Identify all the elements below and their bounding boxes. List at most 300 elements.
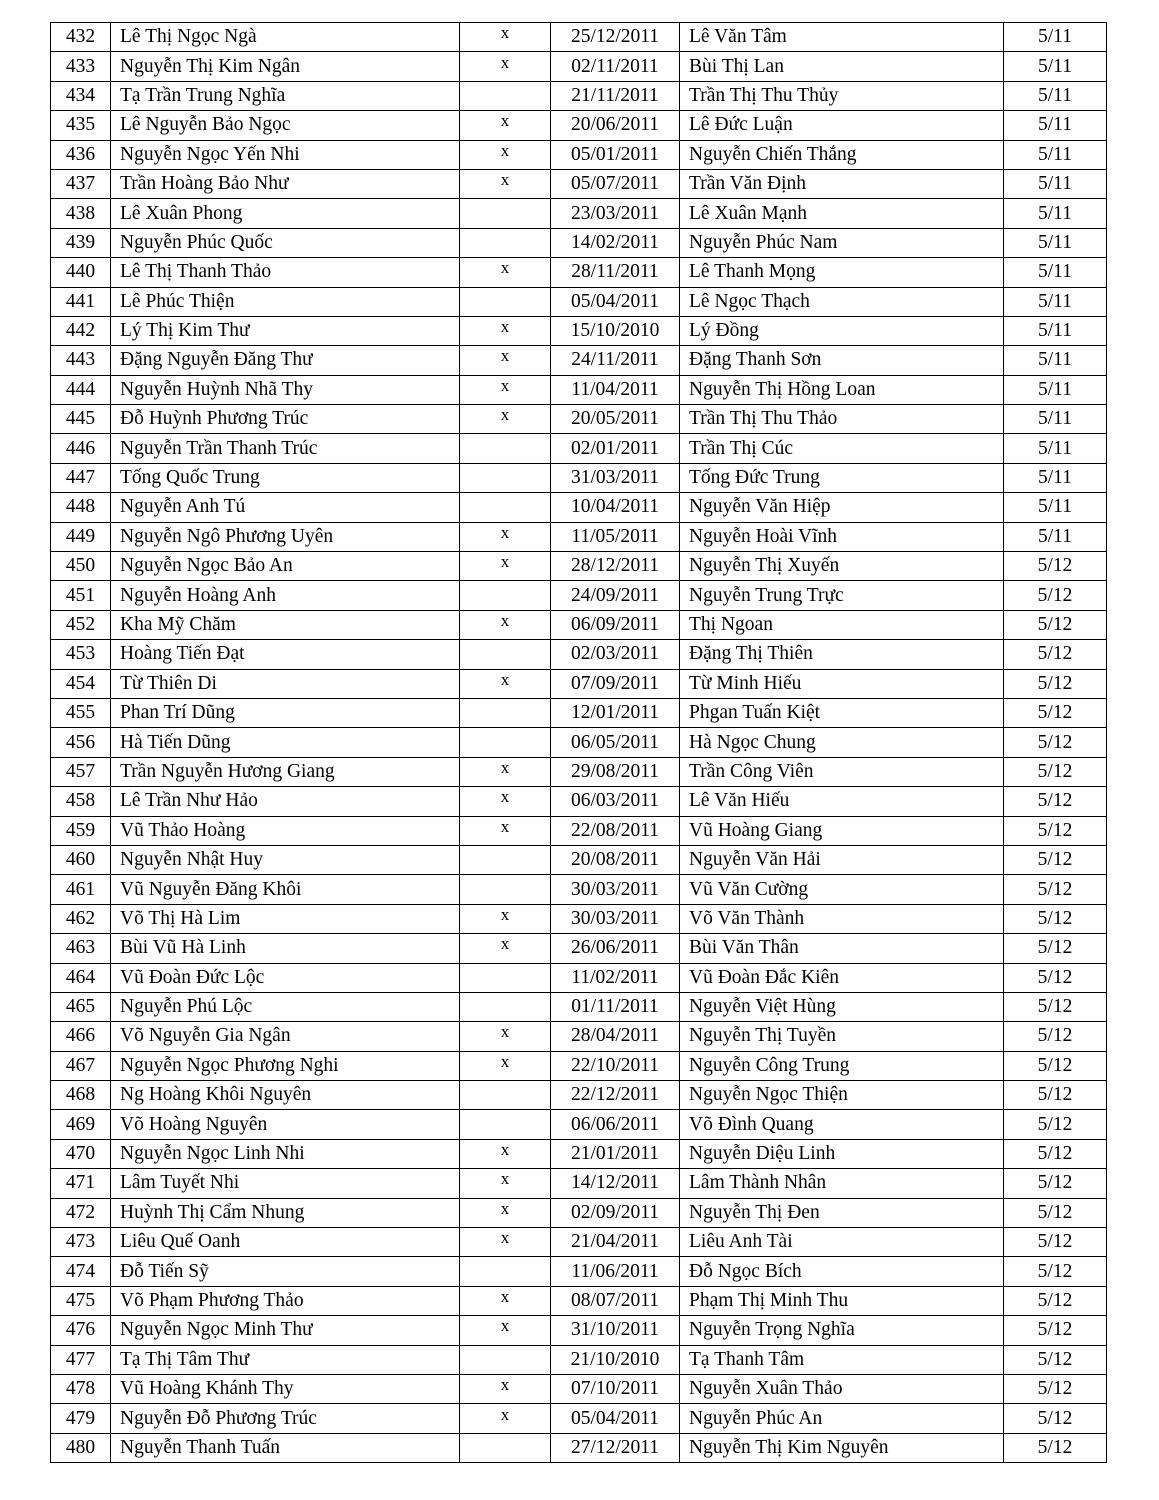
row-number-cell: 468 [51, 1081, 111, 1110]
female-mark-cell [460, 346, 551, 375]
birth-date-cell: 06/06/2011 [551, 1110, 680, 1139]
class-cell: 5/11 [1004, 199, 1107, 228]
student-name-cell: Liêu Quế Oanh [111, 1228, 460, 1257]
student-name-cell: Đỗ Huỳnh Phương Trúc [111, 405, 460, 434]
class-cell: 5/12 [1004, 1345, 1107, 1374]
class-cell: 5/11 [1004, 111, 1107, 140]
female-mark-cell [460, 1051, 551, 1080]
birth-date-cell: 25/12/2011 [551, 23, 680, 52]
row-number-cell: 436 [51, 140, 111, 169]
birth-date-cell: 05/04/2011 [551, 1404, 680, 1433]
student-name-cell: Nguyễn Anh Tú [111, 493, 460, 522]
table-row [51, 1316, 1107, 1345]
birth-date-cell: 07/10/2011 [551, 1374, 680, 1403]
parent-name-cell: Hà Ngọc Chung [680, 728, 1004, 757]
class-cell: 5/12 [1004, 1286, 1107, 1315]
table-row [51, 522, 1107, 551]
row-number-cell: 432 [51, 23, 111, 52]
row-number-cell: 480 [51, 1433, 111, 1462]
birth-date-cell: 21/04/2011 [551, 1228, 680, 1257]
female-mark-cell [460, 463, 551, 492]
table-row [51, 1139, 1107, 1168]
birth-date-cell: 10/04/2011 [551, 493, 680, 522]
student-name-cell: Tạ Trần Trung Nghĩa [111, 81, 460, 110]
row-number-cell: 469 [51, 1110, 111, 1139]
parent-name-cell: Lâm Thành Nhân [680, 1169, 1004, 1198]
class-cell: 5/12 [1004, 728, 1107, 757]
row-number-cell: 440 [51, 258, 111, 287]
birth-date-cell: 14/02/2011 [551, 228, 680, 257]
row-number-cell: 473 [51, 1228, 111, 1257]
table-row [51, 934, 1107, 963]
parent-name-cell: Phgan Tuấn Kiệt [680, 698, 1004, 727]
parent-name-cell: Nguyễn Hoài Vĩnh [680, 522, 1004, 551]
table-row [51, 199, 1107, 228]
parent-name-cell: Võ Văn Thành [680, 904, 1004, 933]
female-mark-cell [460, 199, 551, 228]
table-row [51, 493, 1107, 522]
birth-date-cell: 05/07/2011 [551, 169, 680, 198]
birth-date-cell: 02/11/2011 [551, 52, 680, 81]
table-row [51, 1022, 1107, 1051]
student-name-cell: Vũ Đoàn Đức Lộc [111, 963, 460, 992]
birth-date-cell: 30/03/2011 [551, 875, 680, 904]
female-mark-cell [460, 1374, 551, 1403]
parent-name-cell: Nguyễn Chiến Thắng [680, 140, 1004, 169]
class-cell: 5/11 [1004, 52, 1107, 81]
female-mark-cell [460, 728, 551, 757]
parent-name-cell: Nguyễn Xuân Thảo [680, 1374, 1004, 1403]
table-row [51, 757, 1107, 786]
female-mark: x [500, 1228, 510, 1248]
birth-date-cell: 06/03/2011 [551, 787, 680, 816]
student-name-cell: Lê Nguyễn Bảo Ngọc [111, 111, 460, 140]
female-mark-cell [460, 581, 551, 610]
student-name-cell: Nguyễn Ngô Phương Uyên [111, 522, 460, 551]
female-mark-cell [460, 757, 551, 786]
parent-name-cell: Nguyễn Việt Hùng [680, 992, 1004, 1021]
parent-name-cell: Lý Đồng [680, 316, 1004, 345]
female-mark: x [500, 1286, 510, 1306]
table-row [51, 287, 1107, 316]
table-row [51, 1228, 1107, 1257]
student-name-cell: Lâm Tuyết Nhi [111, 1169, 460, 1198]
student-name-cell: Hoàng Tiến Đạt [111, 640, 460, 669]
student-name-cell: Nguyễn Ngọc Minh Thư [111, 1316, 460, 1345]
student-name-cell: Võ Phạm Phương Thảo [111, 1286, 460, 1315]
parent-name-cell: Trần Thị Thu Thảo [680, 405, 1004, 434]
female-mark-cell [460, 934, 551, 963]
row-number-cell: 477 [51, 1345, 111, 1374]
student-name-cell: Lê Thị Thanh Thảo [111, 258, 460, 287]
row-number-cell: 467 [51, 1051, 111, 1080]
student-name-cell: Vũ Nguyễn Đăng Khôi [111, 875, 460, 904]
birth-date-cell: 26/06/2011 [551, 934, 680, 963]
birth-date-cell: 11/02/2011 [551, 963, 680, 992]
row-number-cell: 435 [51, 111, 111, 140]
female-mark-cell [460, 228, 551, 257]
female-mark-cell [460, 52, 551, 81]
female-mark-cell [460, 23, 551, 52]
class-cell: 5/11 [1004, 346, 1107, 375]
female-mark-cell [460, 316, 551, 345]
parent-name-cell: Bùi Thị Lan [680, 52, 1004, 81]
female-mark-cell [460, 669, 551, 698]
class-cell: 5/11 [1004, 81, 1107, 110]
row-number-cell: 439 [51, 228, 111, 257]
table-row [51, 258, 1107, 287]
female-mark-cell [460, 1139, 551, 1168]
female-mark-cell [460, 1345, 551, 1374]
class-cell: 5/12 [1004, 757, 1107, 786]
female-mark-cell [460, 1316, 551, 1345]
birth-date-cell: 06/05/2011 [551, 728, 680, 757]
parent-name-cell: Võ Đình Quang [680, 1110, 1004, 1139]
parent-name-cell: Nguyễn Ngọc Thiện [680, 1081, 1004, 1110]
parent-name-cell: Lê Đức Luận [680, 111, 1004, 140]
row-number-cell: 444 [51, 375, 111, 404]
row-number-cell: 442 [51, 316, 111, 345]
table-row [51, 405, 1107, 434]
female-mark: x [500, 816, 510, 836]
female-mark-cell [460, 875, 551, 904]
female-mark-cell [460, 1433, 551, 1462]
birth-date-cell: 05/01/2011 [551, 140, 680, 169]
table-row [51, 1198, 1107, 1227]
row-number-cell: 456 [51, 728, 111, 757]
parent-name-cell: Lê Ngọc Thạch [680, 287, 1004, 316]
row-number-cell: 451 [51, 581, 111, 610]
student-name-cell: Đặng Nguyễn Đăng Thư [111, 346, 460, 375]
class-cell: 5/12 [1004, 1198, 1107, 1227]
birth-date-cell: 21/11/2011 [551, 81, 680, 110]
student-name-cell: Võ Hoàng Nguyên [111, 1110, 460, 1139]
parent-name-cell: Đỗ Ngọc Bích [680, 1257, 1004, 1286]
student-name-cell: Lê Phúc Thiện [111, 287, 460, 316]
table-row [51, 845, 1107, 874]
birth-date-cell: 06/09/2011 [551, 610, 680, 639]
parent-name-cell: Trần Thị Cúc [680, 434, 1004, 463]
class-cell: 5/12 [1004, 1433, 1107, 1462]
birth-date-cell: 08/07/2011 [551, 1286, 680, 1315]
female-mark: x [500, 669, 510, 689]
parent-name-cell: Nguyễn Thị Đen [680, 1198, 1004, 1227]
birth-date-cell: 15/10/2010 [551, 316, 680, 345]
row-number-cell: 466 [51, 1022, 111, 1051]
female-mark-cell [460, 405, 551, 434]
table-row [51, 1169, 1107, 1198]
class-cell: 5/12 [1004, 1169, 1107, 1198]
row-number-cell: 441 [51, 287, 111, 316]
student-name-cell: Bùi Vũ Hà Linh [111, 934, 460, 963]
parent-name-cell: Nguyễn Phúc An [680, 1404, 1004, 1433]
parent-name-cell: Nguyễn Thị Xuyến [680, 552, 1004, 581]
row-number-cell: 460 [51, 845, 111, 874]
table-row [51, 169, 1107, 198]
table-row [51, 816, 1107, 845]
student-list-table [50, 22, 1107, 1463]
class-cell: 5/12 [1004, 904, 1107, 933]
row-number-cell: 472 [51, 1198, 111, 1227]
female-mark: x [500, 170, 510, 190]
parent-name-cell: Trần Thị Thu Thủy [680, 81, 1004, 110]
row-number-cell: 446 [51, 434, 111, 463]
birth-date-cell: 11/05/2011 [551, 522, 680, 551]
table-row [51, 992, 1107, 1021]
table-row [51, 1433, 1107, 1462]
class-cell: 5/12 [1004, 1257, 1107, 1286]
birth-date-cell: 12/01/2011 [551, 698, 680, 727]
table-row [51, 963, 1107, 992]
row-number-cell: 448 [51, 493, 111, 522]
class-cell: 5/11 [1004, 287, 1107, 316]
parent-name-cell: Nguyễn Công Trung [680, 1051, 1004, 1080]
student-name-cell: Nguyễn Phúc Quốc [111, 228, 460, 257]
student-name-cell: Nguyễn Ngọc Linh Nhi [111, 1139, 460, 1168]
table-row [51, 228, 1107, 257]
table-row [51, 1286, 1107, 1315]
row-number-cell: 470 [51, 1139, 111, 1168]
birth-date-cell: 31/10/2011 [551, 1316, 680, 1345]
female-mark: x [500, 904, 510, 924]
female-mark-cell [460, 375, 551, 404]
row-number-cell: 471 [51, 1169, 111, 1198]
row-number-cell: 453 [51, 640, 111, 669]
female-mark-cell [460, 258, 551, 287]
student-name-cell: Vũ Thảo Hoàng [111, 816, 460, 845]
female-mark: x [500, 1404, 510, 1424]
table-row [51, 904, 1107, 933]
class-cell: 5/12 [1004, 1374, 1107, 1403]
birth-date-cell: 21/10/2010 [551, 1345, 680, 1374]
row-number-cell: 447 [51, 463, 111, 492]
birth-date-cell: 01/11/2011 [551, 992, 680, 1021]
table-row [51, 463, 1107, 492]
birth-date-cell: 14/12/2011 [551, 1169, 680, 1198]
female-mark-cell [460, 1228, 551, 1257]
female-mark-cell [460, 610, 551, 639]
student-name-cell: Huỳnh Thị Cẩm Nhung [111, 1198, 460, 1227]
student-name-cell: Tạ Thị Tâm Thư [111, 1345, 460, 1374]
parent-name-cell: Đặng Thanh Sơn [680, 346, 1004, 375]
student-name-cell: Nguyễn Ngọc Bảo An [111, 552, 460, 581]
birth-date-cell: 30/03/2011 [551, 904, 680, 933]
row-number-cell: 465 [51, 992, 111, 1021]
student-name-cell: Nguyễn Nhật Huy [111, 845, 460, 874]
parent-name-cell: Tạ Thanh Tâm [680, 1345, 1004, 1374]
birth-date-cell: 20/05/2011 [551, 405, 680, 434]
table-row [51, 346, 1107, 375]
table-row [51, 81, 1107, 110]
female-mark: x [500, 552, 510, 572]
student-name-cell: Nguyễn Ngọc Phương Nghi [111, 1051, 460, 1080]
class-cell: 5/12 [1004, 787, 1107, 816]
female-mark: x [500, 111, 510, 131]
student-name-cell: Võ Thị Hà Lim [111, 904, 460, 933]
table-row [51, 640, 1107, 669]
parent-name-cell: Lê Xuân Mạnh [680, 199, 1004, 228]
parent-name-cell: Vũ Hoàng Giang [680, 816, 1004, 845]
table-row [51, 787, 1107, 816]
female-mark: x [500, 52, 510, 72]
female-mark-cell [460, 816, 551, 845]
row-number-cell: 463 [51, 934, 111, 963]
parent-name-cell: Nguyễn Văn Hải [680, 845, 1004, 874]
class-cell: 5/12 [1004, 610, 1107, 639]
class-cell: 5/11 [1004, 493, 1107, 522]
birth-date-cell: 20/08/2011 [551, 845, 680, 874]
birth-date-cell: 22/08/2011 [551, 816, 680, 845]
female-mark: x [500, 23, 510, 43]
parent-name-cell: Vũ Văn Cường [680, 875, 1004, 904]
parent-name-cell: Nguyễn Thị Kim Nguyên [680, 1433, 1004, 1462]
row-number-cell: 474 [51, 1257, 111, 1286]
female-mark: x [500, 611, 510, 630]
female-mark: x [500, 1198, 510, 1218]
female-mark-cell [460, 1110, 551, 1139]
student-name-cell: Nguyễn Đỗ Phương Trúc [111, 1404, 460, 1433]
class-cell: 5/12 [1004, 640, 1107, 669]
table-row [51, 1404, 1107, 1433]
row-number-cell: 476 [51, 1316, 111, 1345]
female-mark-cell [460, 1198, 551, 1227]
row-number-cell: 434 [51, 81, 111, 110]
row-number-cell: 479 [51, 1404, 111, 1433]
class-cell: 5/12 [1004, 963, 1107, 992]
parent-name-cell: Nguyễn Trung Trực [680, 581, 1004, 610]
female-mark-cell [460, 1404, 551, 1433]
parent-name-cell: Vũ Đoàn Đắc Kiên [680, 963, 1004, 992]
class-cell: 5/12 [1004, 1139, 1107, 1168]
female-mark-cell [460, 287, 551, 316]
student-name-cell: Vũ Hoàng Khánh Thy [111, 1374, 460, 1403]
female-mark-cell [460, 992, 551, 1021]
class-cell: 5/11 [1004, 169, 1107, 198]
table-row [51, 111, 1107, 140]
table-row [51, 1374, 1107, 1403]
table-row [51, 552, 1107, 581]
parent-name-cell: Trần Công Viên [680, 757, 1004, 786]
class-cell: 5/11 [1004, 405, 1107, 434]
birth-date-cell: 21/01/2011 [551, 1139, 680, 1168]
female-mark-cell [460, 169, 551, 198]
table-row [51, 1257, 1107, 1286]
row-number-cell: 438 [51, 199, 111, 228]
female-mark: x [500, 317, 510, 337]
female-mark-cell [460, 522, 551, 551]
parent-name-cell: Từ Minh Hiếu [680, 669, 1004, 698]
parent-name-cell: Nguyễn Thị Hồng Loan [680, 375, 1004, 404]
table-row [51, 316, 1107, 345]
row-number-cell: 455 [51, 698, 111, 727]
row-number-cell: 478 [51, 1374, 111, 1403]
female-mark-cell [460, 787, 551, 816]
table-row [51, 23, 1107, 52]
table-row [51, 669, 1107, 698]
birth-date-cell: 23/03/2011 [551, 199, 680, 228]
female-mark-cell [460, 1286, 551, 1315]
birth-date-cell: 31/03/2011 [551, 463, 680, 492]
parent-name-cell: Lê Văn Tâm [680, 23, 1004, 52]
row-number-cell: 462 [51, 904, 111, 933]
row-number-cell: 458 [51, 787, 111, 816]
table-row [51, 52, 1107, 81]
student-name-cell: Phan Trí Dũng [111, 698, 460, 727]
class-cell: 5/12 [1004, 1316, 1107, 1345]
female-mark: x [500, 1022, 510, 1042]
table-row [51, 581, 1107, 610]
student-name-cell: Nguyễn Ngọc Yến Nhi [111, 140, 460, 169]
class-cell: 5/12 [1004, 1404, 1107, 1433]
table-row [51, 140, 1107, 169]
female-mark-cell [460, 552, 551, 581]
female-mark: x [500, 258, 510, 278]
class-cell: 5/11 [1004, 316, 1107, 345]
student-name-cell: Nguyễn Trần Thanh Trúc [111, 434, 460, 463]
table-row [51, 434, 1107, 463]
female-mark-cell [460, 698, 551, 727]
birth-date-cell: 11/04/2011 [551, 375, 680, 404]
female-mark-cell [460, 845, 551, 874]
class-cell: 5/12 [1004, 1081, 1107, 1110]
class-cell: 5/12 [1004, 845, 1107, 874]
birth-date-cell: 02/01/2011 [551, 434, 680, 463]
table-row [51, 1081, 1107, 1110]
table-row [51, 875, 1107, 904]
student-list-body [51, 23, 1107, 1463]
female-mark: x [500, 140, 510, 160]
birth-date-cell: 28/04/2011 [551, 1022, 680, 1051]
class-cell: 5/12 [1004, 698, 1107, 727]
table-row [51, 610, 1107, 639]
row-number-cell: 443 [51, 346, 111, 375]
female-mark: x [500, 787, 510, 807]
row-number-cell: 454 [51, 669, 111, 698]
row-number-cell: 475 [51, 1286, 111, 1315]
class-cell: 5/11 [1004, 522, 1107, 551]
female-mark: x [500, 375, 510, 395]
female-mark-cell [460, 963, 551, 992]
female-mark-cell [460, 434, 551, 463]
row-number-cell: 457 [51, 757, 111, 786]
female-mark: x [500, 346, 510, 366]
student-name-cell: Lê Xuân Phong [111, 199, 460, 228]
birth-date-cell: 28/11/2011 [551, 258, 680, 287]
table-row [51, 1345, 1107, 1374]
parent-name-cell: Nguyễn Diệu Linh [680, 1139, 1004, 1168]
female-mark-cell [460, 1081, 551, 1110]
female-mark-cell [460, 904, 551, 933]
birth-date-cell: 05/04/2011 [551, 287, 680, 316]
parent-name-cell: Lê Thanh Mọng [680, 258, 1004, 287]
birth-date-cell: 02/03/2011 [551, 640, 680, 669]
female-mark: x [500, 405, 510, 425]
table-row [51, 375, 1107, 404]
student-name-cell: Võ Nguyễn Gia Ngân [111, 1022, 460, 1051]
table-row [51, 728, 1107, 757]
row-number-cell: 449 [51, 522, 111, 551]
row-number-cell: 445 [51, 405, 111, 434]
student-name-cell: Lý Thị Kim Thư [111, 316, 460, 345]
class-cell: 5/12 [1004, 992, 1107, 1021]
birth-date-cell: 20/06/2011 [551, 111, 680, 140]
student-name-cell: Trần Nguyễn Hương Giang [111, 757, 460, 786]
parent-name-cell: Đặng Thị Thiên [680, 640, 1004, 669]
class-cell: 5/12 [1004, 1051, 1107, 1080]
parent-name-cell: Nguyễn Trọng Nghĩa [680, 1316, 1004, 1345]
female-mark-cell [460, 81, 551, 110]
class-cell: 5/12 [1004, 875, 1107, 904]
